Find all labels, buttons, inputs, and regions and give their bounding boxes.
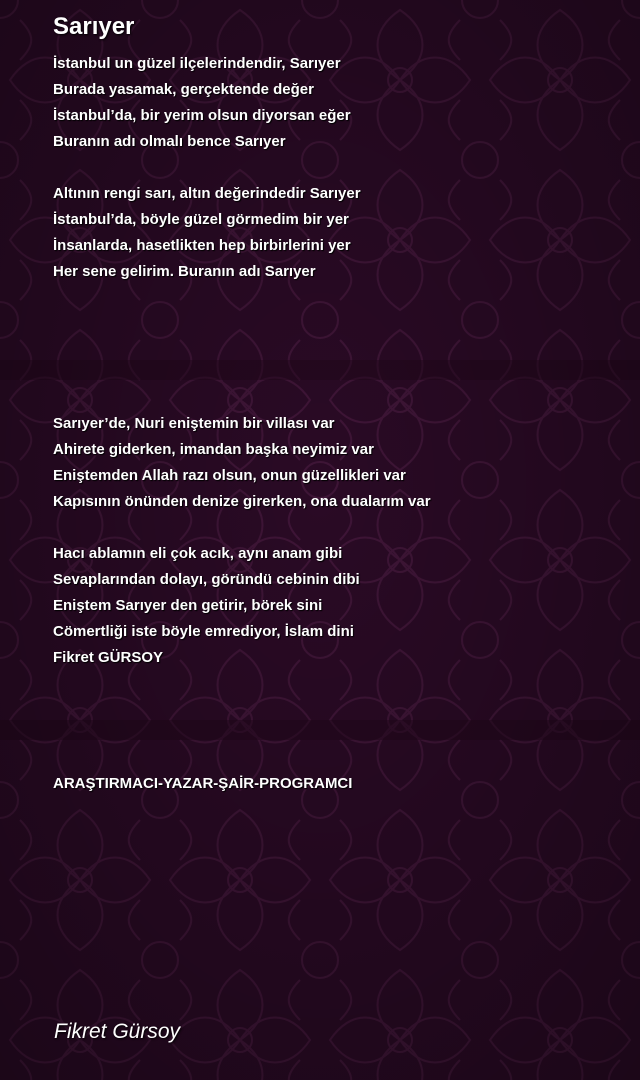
poem-line: İstanbul un güzel ilçelerindendir, Sarıyer — [53, 55, 341, 72]
stanza-1 — [53, 51, 351, 155]
poem-line: Hacı ablamın eli çok acık, aynı anam gibi — [53, 545, 343, 562]
poem-line: İnsanlarda, hasetlikten hep birbirlerini yer — [53, 237, 351, 254]
poem-line: İstanbul’da, bir yerim olsun diyorsan eğer — [53, 107, 351, 124]
poem-line: Eniştemden Allah razı olsun, onun güzellikleri var — [53, 467, 406, 484]
author-signature: Fikret Gürsoy — [54, 1020, 181, 1043]
poem-title: Sarıyer — [53, 13, 135, 40]
poem-line: Eniştem Sarıyer den getirir, börek sini — [53, 597, 323, 614]
stanza-4 — [53, 541, 360, 671]
poem-line: Sevaplarından dolayı, göründü cebinin dibi — [53, 571, 360, 588]
author-profession: ARAŞTIRMACI-YAZAR-ŞAİR-PROGRAMCI — [53, 775, 353, 792]
poem-line: Cömertliği iste böyle emrediyor, İslam dini — [53, 623, 354, 640]
poem-line: Ahirete giderken, imandan başka neyimiz var — [53, 441, 374, 458]
poem-line: İstanbul’da, böyle güzel görmedim bir yer — [53, 211, 349, 228]
poem-line: Kapısının önünden denize girerken, ona dualarım var — [53, 493, 431, 510]
poem-line: Her sene gelirim. Buranın adı Sarıyer — [53, 263, 316, 280]
stanza-2 — [53, 181, 361, 285]
poem-line: Burada yasamak, gerçektende değer — [53, 81, 314, 98]
stanza-3 — [53, 411, 431, 515]
poem-author-line: Fikret GÜRSOY — [53, 649, 164, 666]
poem-line: Sarıyer’de, Nuri eniştemin bir villası var — [53, 415, 335, 432]
poem-line: Buranın adı olmalı bence Sarıyer — [53, 133, 286, 150]
poem-line: Altının rengi sarı, altın değerindedir Sarıyer — [53, 185, 361, 202]
